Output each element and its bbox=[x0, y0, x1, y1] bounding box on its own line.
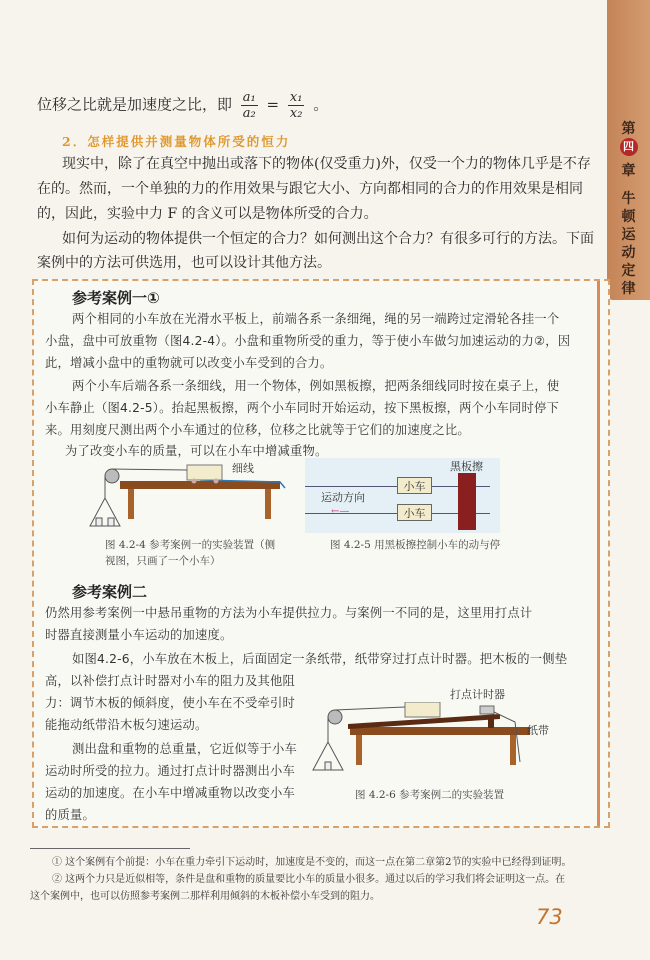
fraction-x bbox=[288, 90, 305, 121]
chapter-title-char: 牛 bbox=[621, 191, 636, 207]
arrow-left-icon: ←— bbox=[331, 506, 350, 517]
case2-line: 高，以补偿打点计时器对小车的阻力及其他阻 bbox=[45, 674, 295, 688]
case1-line: 小车静止（图4.2-5）。抬起黑板擦，两个小车同时开始运动，按下黑板擦，两个小车同时停下 bbox=[45, 401, 560, 415]
fig425-caption: 图 4.2-5 用黑板擦控制小车的动与停 bbox=[330, 539, 501, 551]
body-line: 案例中的方法可供选用，也可以设计其他方法。 bbox=[37, 255, 331, 271]
equals: = bbox=[266, 95, 280, 114]
chapter-title-char: 律 bbox=[621, 281, 636, 297]
chapter-number: 四 bbox=[620, 138, 638, 156]
chapter-title-char: 定 bbox=[621, 263, 636, 279]
body-line: 在的。然而，一个单独的力的作用效果与跟它大小、方向都相同的合力的作用效果是相同 bbox=[37, 181, 583, 197]
body-line: 如何为运动的物体提供一个恒定的合力？如何测出这个合力？有很多可行的方法。下面 bbox=[62, 231, 594, 247]
case2-line: 运动的加速度。在小车中增减重物以改变小车 bbox=[45, 786, 295, 800]
case1-line: 此，增减小盘中的重物就可以改变小车受到的合力。 bbox=[45, 356, 333, 370]
case2-line: 时器直接测量小车运动的加速度。 bbox=[45, 628, 233, 642]
x2: x₂ bbox=[289, 106, 303, 121]
fig426-caption: 图 4.2-6 参考案例二的实验装置 bbox=[355, 789, 505, 801]
chapter-di: 第 bbox=[621, 121, 636, 137]
body-line: 的，因此，实验中力 F 的含义可以是物体所受的合力。 bbox=[37, 206, 378, 222]
label-tape: 纸带 bbox=[527, 724, 549, 737]
footnote: ② 这两个力只是近似相等，条件是盘和重物的质量要比小车的质量小很多。通过以后的学习我们将会证明这一点。在 bbox=[52, 874, 566, 885]
case2-line: 能拖动纸带沿木板匀速运动。 bbox=[45, 718, 208, 732]
a2: a₂ bbox=[242, 106, 256, 121]
a1: a₁ bbox=[242, 90, 256, 105]
case1-line: 来。用刻度尺测出两个小车通过的位移，位移之比就等于它们的加速度之比。 bbox=[45, 423, 470, 437]
footnote: 这个案例中，也可以仿照参考案例二那样利用倾斜的木板补偿小车受到的阻力。 bbox=[30, 891, 380, 902]
footnote: ① 这个案例有个前提：小车在重力牵引下运动时，加速度是不变的，而这一点在第二章第2节的实验中已经得到证明。 bbox=[52, 857, 572, 868]
chapter-title-char: 运 bbox=[621, 227, 636, 243]
fig424-caption: 视图，只画了一个小车） bbox=[105, 555, 221, 567]
eraser-block bbox=[458, 473, 476, 530]
figure-4-2-4 bbox=[80, 458, 300, 538]
label-string: 细线 bbox=[232, 462, 254, 475]
case1-title: 参考案例一① bbox=[72, 289, 160, 307]
case1-line: 为了改变小车的质量，可以在小车中增减重物。 bbox=[65, 444, 328, 458]
case2-line: 测出盘和重物的总重量，它近似等于小车 bbox=[72, 742, 297, 756]
figure-4-2-6 bbox=[310, 702, 540, 777]
case2-line: 仍然用参考案例一中悬吊重物的方法为小车提供拉力。与案例一不同的是，这里用打点计 bbox=[45, 606, 533, 620]
label-direction: 运动方向 bbox=[321, 491, 365, 504]
case1-line: 小盘，盘中可放重物（图4.2-4）。小盘和重物所受的重力，等于使小车做匀加速运动的力②，因 bbox=[45, 334, 571, 348]
label-eraser: 黑板擦 bbox=[450, 460, 483, 473]
case2-line: 的质量。 bbox=[45, 808, 95, 822]
chapter-zhang: 章 bbox=[621, 163, 636, 179]
chapter-title-char: 动 bbox=[621, 245, 636, 261]
cart-1: 小车 bbox=[397, 477, 432, 494]
figure-4-2-5 bbox=[305, 458, 500, 533]
case1-line: 两个小车后端各系一条细线，用一个物体，例如黑板擦，把两条细线同时按在桌子上，使 bbox=[72, 379, 560, 393]
footnote-divider bbox=[30, 848, 190, 849]
x1: x₁ bbox=[289, 90, 303, 105]
section-heading: 2．怎样提供并测量物体所受的恒力 bbox=[62, 134, 291, 149]
case2-line: 运动时所受的拉力。通过打点计时器测出小车 bbox=[45, 764, 295, 778]
case2-title: 参考案例二 bbox=[72, 583, 148, 601]
page-number: 73 bbox=[536, 905, 563, 929]
label-timer: 打点计时器 bbox=[450, 688, 505, 701]
body-line: 现实中，除了在真空中抛出或落下的物体(仅受重力)外，仅受一个力的物体几乎是不存 bbox=[62, 156, 591, 172]
period: 。 bbox=[313, 95, 329, 114]
fraction-a bbox=[241, 90, 258, 121]
case1-line: 两个相同的小车放在光滑水平板上，前端各系一条细绳，绳的另一端跨过定滑轮各挂一个 bbox=[72, 312, 560, 326]
chapter-tab bbox=[607, 0, 650, 300]
formula-line bbox=[37, 90, 328, 121]
fig424-caption: 图 4.2-4 参考案例一的实验装置（侧 bbox=[105, 539, 276, 551]
case2-line: 如图4.2-6，小车放在木板上，后面固定一条纸带，纸带穿过打点计时器。把木板的一侧垫 bbox=[72, 652, 568, 666]
cart-2: 小车 bbox=[397, 504, 432, 521]
case2-line: 力：调节木板的倾斜度，使小车在不受牵引时 bbox=[45, 696, 295, 710]
chapter-title-char: 顿 bbox=[621, 209, 636, 225]
text: 位移之比就是加速度之比，即 bbox=[37, 95, 233, 114]
